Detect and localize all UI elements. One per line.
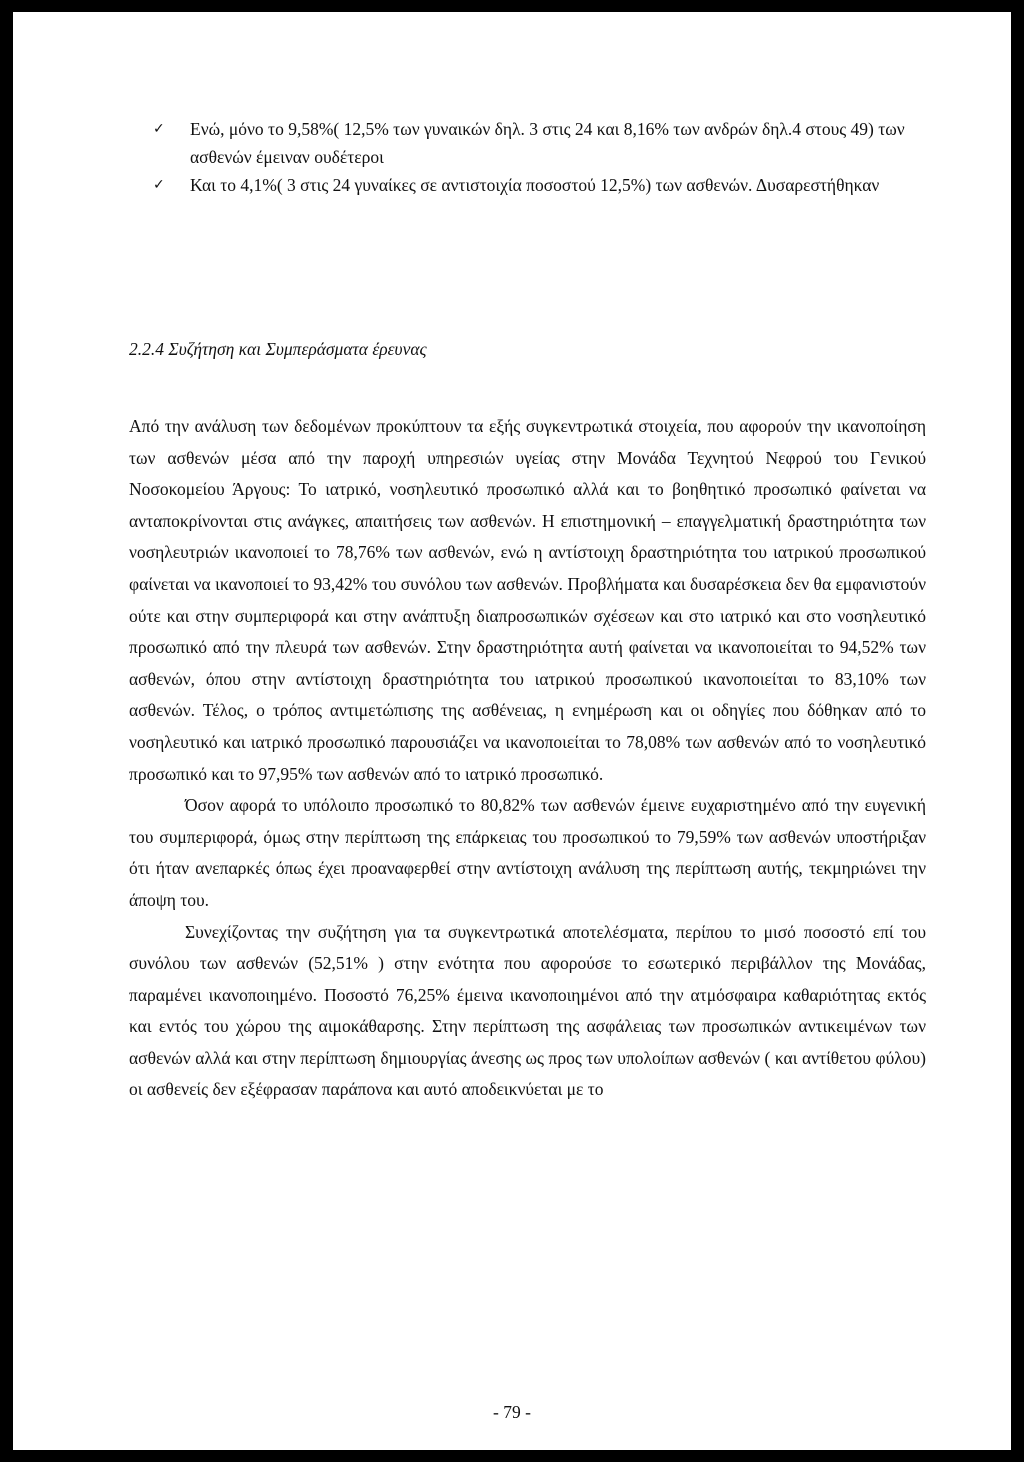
body-text bbox=[129, 411, 926, 1106]
bullet-text: Ενώ, μόνο το 9,58%( 12,5% των γυναικών δηλ. 3 στις 24 και 8,16% των ανδρών δηλ.4 στους 49) των ασθενών έμειναν ουδέτεροι bbox=[190, 119, 905, 167]
bullet-item bbox=[153, 171, 943, 199]
page-number: - 79 - bbox=[493, 1402, 531, 1422]
bullet-text: Και το 4,1%( 3 στις 24 γυναίκες σε αντιστοιχία ποσοστού 12,5%) των ασθενών. Δυσαρεστήθηκαν bbox=[190, 175, 880, 195]
bullet-item bbox=[153, 115, 943, 171]
paragraph: Όσον αφορά το υπόλοιπο προσωπικό το 80,82% των ασθενών έμεινε ευχαριστημένο από την ευγενική του συμπεριφορά, όμως στην περίπτωση της επάρκειας του προσωπικού το 79,59% των ασθενών υποστήριξαν ότι ήταν ανεπαρκές όπως έχει προαναφερθεί στην αντίστοιχη ανάλυση της περίπτωση αυτής, τεκμηριώνει την άποψη του. bbox=[129, 795, 926, 910]
bullet-list bbox=[153, 115, 943, 199]
paragraph: Συνεχίζοντας την συζήτηση για τα συγκεντρωτικά αποτελέσματα, περίπου το μισό ποσοστό επί του συνόλου των ασθενών (52,51% ) στην ενότητα που αφορούσε το εσωτερικό περιβάλλον της Μονάδας, παραμένει ικανοποιημένο. Ποσοστό 76,25% έμεινα ικανοποιημένοι από την ατμόσφαιρα καθαριότητας εκτός και εντός του χώρου της αιμοκάθαρσης. Στην περίπτωση της ασφάλειας των προσωπικών αντικειμένων των ασθενών αλλά και στην περίπτωση δημιουργίας άνεσης ως προς των υπολοίπων ασθενών ( και αντίθετου φύλου) οι ασθενείς δεν εξέφρασαν παράπονα και αυτό αποδεικνύεται με το bbox=[129, 921, 926, 1100]
checkmark-icon: ✓ bbox=[153, 177, 165, 193]
section-heading: 2.2.4 Συζήτηση και Συμπεράσματα έρευνας bbox=[129, 339, 427, 359]
document-page bbox=[13, 12, 1011, 1450]
paragraph: Από την ανάλυση των δεδομένων προκύπτουν τα εξής συγκεντρωτικά στοιχεία, που αφορούν την ικανοποίηση των ασθενών μέσα από την παροχή υπηρεσιών υγείας στην Μονάδα Τεχνητού Νεφρού του Γενικού Νοσοκομείου Άργους: Το ιατρικό, νοσηλευτικό προσωπικό αλλά και το βοηθητικό προσωπικό φαίνεται να ανταποκρίνονται στις ανάγκες, απαιτήσεις των ασθενών. Η επιστημονική – επαγγελματική δραστηριότητα των νοσηλευτριών ικανοποιεί το 78,76% των ασθενών, ενώ η αντίστοιχη δραστηριότητα του ιατρικού προσωπικού φαίνεται να ικανοποιεί το 93,42% του συνόλου των ασθενών. Προβλήματα και δυσαρέσκεια δεν θα εμφανιστούν ούτε και στην συμπεριφορά και στην ανάπτυξη διαπροσωπικών σχέσεων και στο ιατρικό και στο νοσηλευτικό προσωπικό από την πλευρά των ασθενών. Στην δραστηριότητα αυτή φαίνεται να ικανοποιείται το 94,52% των ασθενών, όπου στην αντίστοιχη δραστηριότητα του ιατρικού προσωπικού ικανοποιείται το 83,10% των ασθενών. Τέλος, ο τρόπος αντιμετώπισης της ασθένειας, η ενημέρωση και οι οδηγίες που δόθηκαν από το νοσηλευτικό και ιατρικό προσωπικό παρουσιάζει να ικανοποιείται το 78,08% των ασθενών από το νοσηλευτικό προσωπικό και το 97,95% των ασθενών από το ιατρικό προσωπικό. bbox=[129, 416, 926, 784]
checkmark-icon: ✓ bbox=[153, 121, 165, 137]
